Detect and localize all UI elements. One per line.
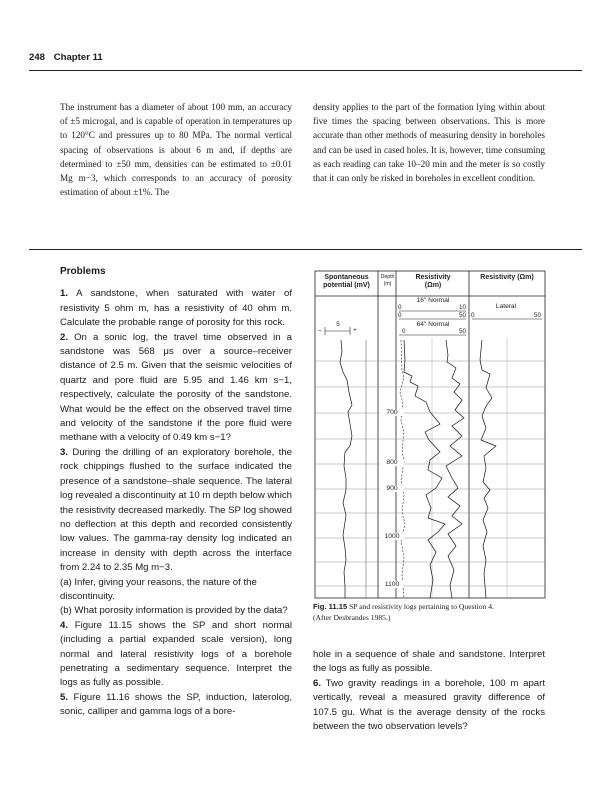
depth-label-900: 900 bbox=[380, 485, 404, 492]
sp-scale-plus: + bbox=[353, 327, 357, 334]
depth-label-1100: 1100 bbox=[380, 581, 404, 588]
long-normal-curve bbox=[446, 340, 464, 598]
depth-track-header: Depth (m) bbox=[380, 274, 395, 287]
sp-curve bbox=[340, 340, 352, 598]
caption-label: Fig. 11.15 bbox=[313, 602, 348, 611]
sp-scale-value: 5 bbox=[336, 321, 340, 328]
sp-scale-minus: – bbox=[318, 327, 322, 334]
problems-continuation bbox=[313, 648, 545, 734]
intro-right-text: density applies to the part of the formation lying within about five times the spacing between observations. This is more accurate than other methods of measuring density in boreholes and can be used in cased holes. It is, however, time consuming as each reading can take 10–20 min and the meter is so costly that it can only be risked in boreholes in excellent condition. bbox=[313, 102, 545, 184]
short-normal-max-expanded: 10 bbox=[458, 304, 466, 311]
intro-left-text: The instrument has a diameter of about 100 mm, an accuracy of ±5 microgal, and is capable of operation in temperatures up to 120°C and pressures up to 80 MPa. The normal vertical spacing of observations is about 6 m and, if depths are determined to ±50 mm, densities can be estimated to ±0.01 Mg m−3, which corresponds to an accuracy of porosity estimation of about ±1%. The bbox=[60, 102, 292, 198]
lateral-max: 50 bbox=[533, 312, 541, 319]
problem-3: 3. During the drilling of an exploratory borehole, the rock chippings flushed to the surface indicated the presence of a sandstone–shale sequence. The lateral log revealed a discontinuity at 10 m depth below which the resistivity decreased markedly. The SP log showed no deflection at this depth and recorded consistently low values. The gamma-ray density log indicated an increase in density with depth across the interface from 2.24 to 2.35 Mg m−3. bbox=[60, 446, 292, 574]
resistivity-lateral-header: Resistivity (Ωm) bbox=[480, 274, 534, 281]
figure-caption bbox=[313, 601, 545, 623]
problem-3a: (a) Infer, giving your reasons, the nature of the discontinuity. bbox=[60, 576, 257, 602]
short-normal-curve bbox=[404, 340, 445, 598]
problem-5-continued: hole in a sequence of shale and sandstone. Interpret the logs as fully as possible. bbox=[313, 649, 545, 675]
short-normal-max: 50 bbox=[458, 312, 466, 319]
problems-title: Problems bbox=[60, 266, 106, 277]
log-curves bbox=[340, 340, 496, 598]
caption-text: SP and resistivity logs pertaining to Question 4. bbox=[349, 602, 494, 611]
sp-track-header: Spontaneous potential (mV) bbox=[323, 274, 370, 289]
depth-label-700: 700 bbox=[380, 409, 404, 416]
lateral-label: Lateral bbox=[495, 303, 517, 310]
depth-label-800: 800 bbox=[380, 459, 404, 466]
problem-4: 4. Figure 11.15 shows the SP and short normal (including a partial expanded scale version), long normal and lateral resistivity logs of a borehole penetrating a sedimentary sequence. Interpret the logs as fully as possible. bbox=[60, 619, 292, 689]
lateral-curve bbox=[480, 340, 496, 598]
long-normal-label: 64" Normal bbox=[416, 321, 450, 328]
problem-2: 2. On a sonic log, the travel time observed in a sandstone was 568 μs over a source–receiver distance of 2.5 m. Given that the seismic velocities of quartz and pore fluid are 5.95 and 1.46 km s−1, respectively, calculate the porosity of the sandstone. What would be the effect on the observed travel time and velocity of the sandstone if the pore fluid were methane with a velocity of 0.49 km s−1? bbox=[60, 331, 292, 444]
short-normal-expanded bbox=[400, 340, 405, 598]
lateral-min: 0 bbox=[471, 312, 475, 319]
short-normal-min: 0 bbox=[398, 304, 402, 311]
problem-5: 5. Figure 11.16 shows the SP, induction, laterolog, sonic, calliper and gamma logs of a bore- bbox=[60, 691, 292, 718]
problem-1: 1. A sandstone, when saturated with water of resistivity 5 ohm m, has a resistivity of 40 ohm m. Calculate the probable range of porosity for this rock. bbox=[60, 288, 292, 329]
page-number: 248 bbox=[29, 52, 46, 63]
problem-6: 6. Two gravity readings in a borehole, 100 m apart vertically, reveal a measured gravity difference of 107.5 gu. What is the average density of the rocks between the two observation levels? bbox=[313, 677, 545, 733]
long-normal-min: 0 bbox=[402, 328, 406, 335]
chapter-label: Chapter 11 bbox=[53, 52, 103, 63]
depth-label-1000: 1000 bbox=[380, 533, 404, 540]
short-normal-min-2: 0 bbox=[398, 312, 402, 319]
long-normal-max: 50 bbox=[458, 328, 466, 335]
resistivity-normal-header: Resistivity (Ωm) bbox=[415, 274, 451, 289]
short-normal-label: 16" Normal bbox=[416, 297, 450, 304]
problem-3b: (b) What porosity information is provided by the data? bbox=[60, 605, 288, 617]
caption-source: (After Desbrandes 1985.) bbox=[313, 613, 391, 622]
